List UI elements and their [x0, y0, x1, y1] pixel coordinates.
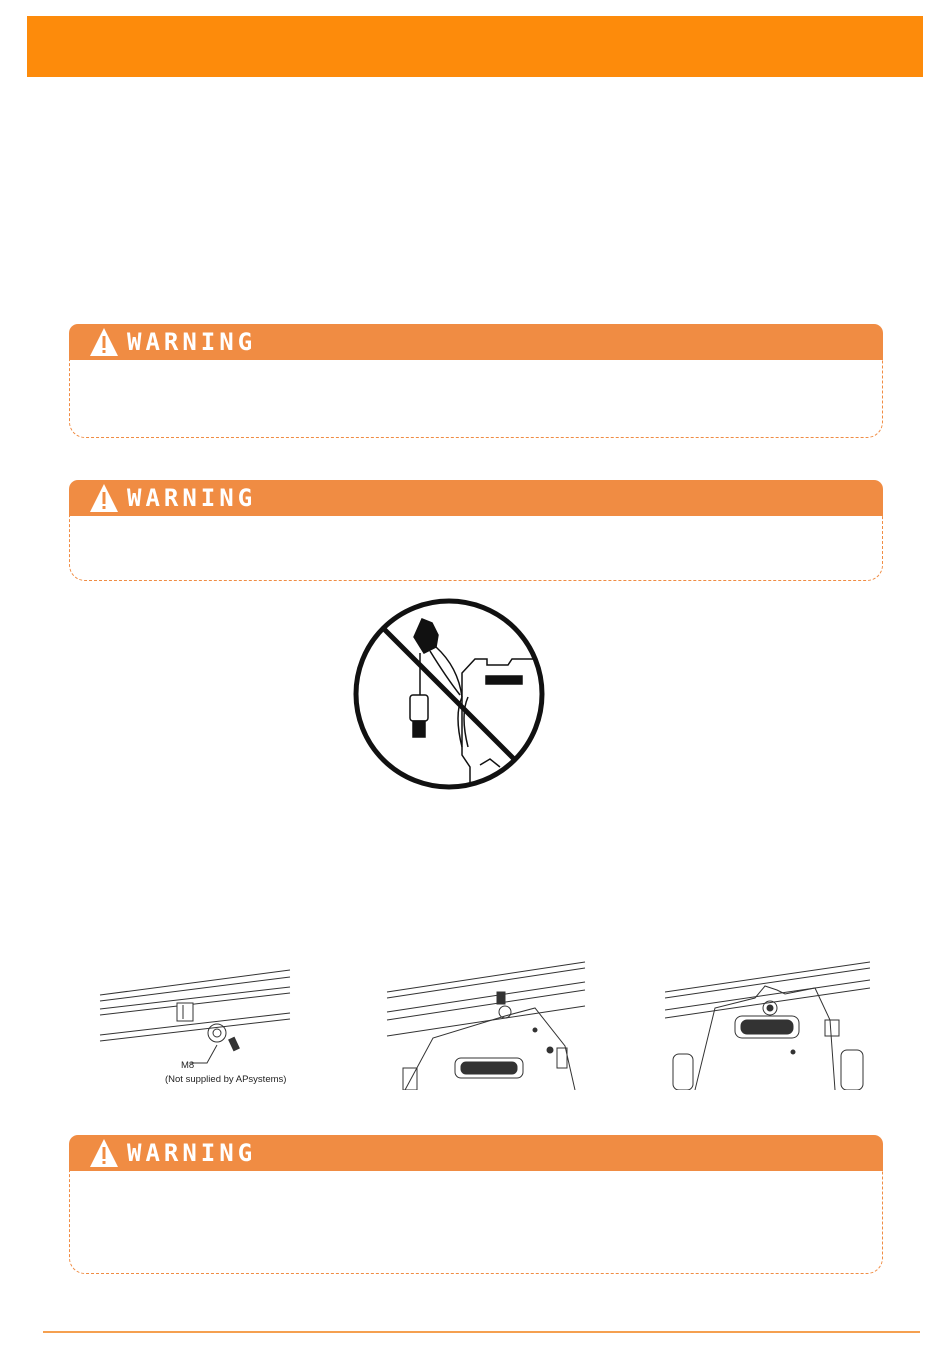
warning-label: WARNING: [127, 484, 257, 512]
warning-triangle-icon: [89, 1138, 119, 1168]
warning-body: [69, 360, 883, 438]
warning-label: WARNING: [127, 1139, 257, 1167]
mounting-step-3-illustration: [665, 960, 870, 1090]
mounting-step-1-illustration: [95, 965, 295, 1090]
header-band: [27, 16, 923, 77]
warning-header: [69, 324, 883, 360]
warning-box-2: [69, 480, 883, 581]
warning-box-1: [69, 324, 883, 438]
warning-box-3: [69, 1135, 883, 1274]
step1-note: (Not supplied by APsystems): [165, 1074, 287, 1085]
warning-body: [69, 1171, 883, 1274]
mounting-step-2-illustration: [385, 958, 590, 1090]
warning-body: [69, 516, 883, 581]
warning-triangle-icon: [89, 327, 119, 357]
warning-triangle-icon: [89, 483, 119, 513]
no-hanging-by-cable-illustration: [350, 597, 550, 792]
footer-rule: [43, 1331, 920, 1333]
warning-header: [69, 1135, 883, 1171]
step1-callout-label: M8: [181, 1060, 195, 1071]
warning-header: [69, 480, 883, 516]
warning-label: WARNING: [127, 328, 257, 356]
